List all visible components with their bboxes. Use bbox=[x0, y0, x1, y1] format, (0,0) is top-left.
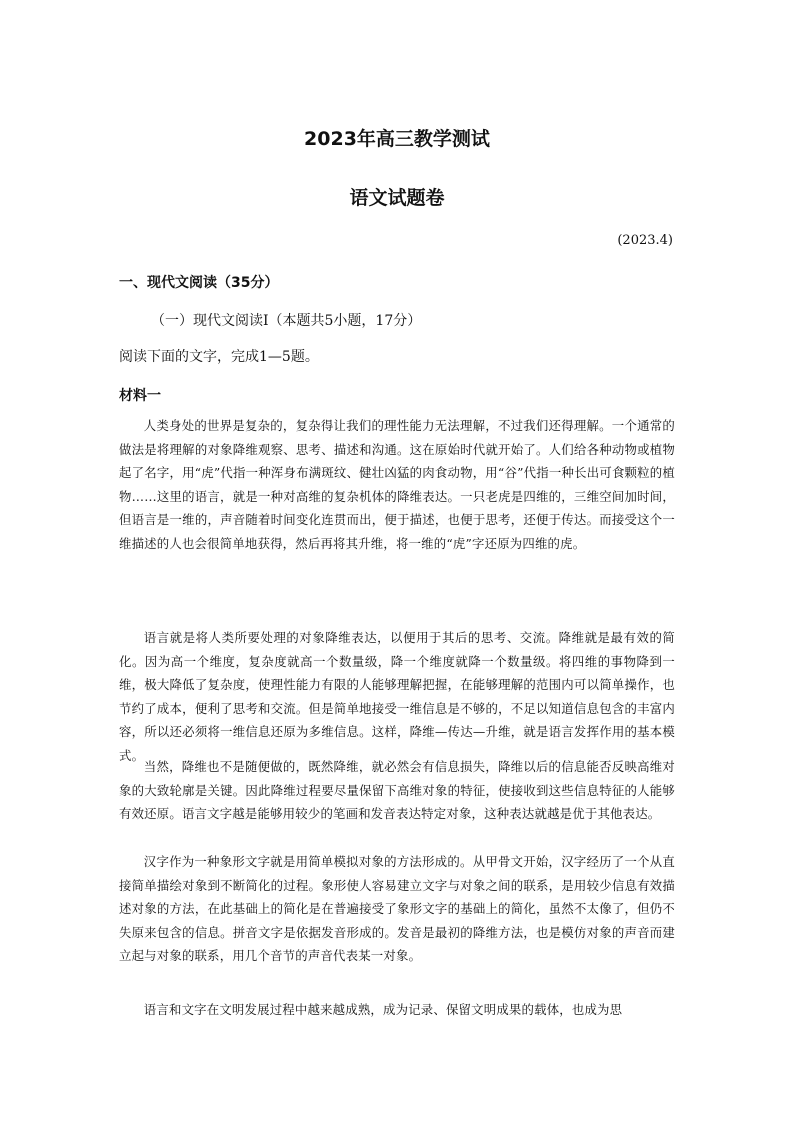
section-heading: 一、现代文阅读（35分） bbox=[119, 275, 279, 291]
exam-date: (2023.4) bbox=[617, 233, 673, 248]
paragraph: 人类身处的世界是复杂的，复杂得让我们的理性能力无法理解，不过我们还得理解。一个通常的做法是将理解的对象降维观察、思考、描述和沟通。这在原始时代就开始了。人们给各种动物或植物起了名字，用“虎”代指一种浑身布满斑纹、健壮凶猛的肉食动物，用“谷”代指一种长出可食颗粒的植物……这里的语言，就是一种对高维的复杂机体的降维表达。一只老虎是四维的，三维空间加时间，但语言是一维的，声音随着时间变化连贯而出，便于描述，也便于思考，还便于传达。而接受这个一维描述的人也会很简单地获得，然后再将其升维，将一维的“虎”字还原为四维的虎。 bbox=[119, 418, 675, 551]
exam-subtitle: 语文试题卷 bbox=[349, 187, 445, 209]
paragraph: 语言和文字在文明发展过程中越来越成熟，成为记录、保留文明成果的载体，也成为思 bbox=[143, 1002, 623, 1017]
subsection-heading: （一）现代文阅读Ⅰ（本题共5小题，17分） bbox=[151, 313, 422, 329]
exam-title: 2023年高三教学测试 bbox=[304, 128, 490, 150]
paragraph: 当然，降维也不是随便做的，既然降维，就必然会有信息损失，降维以后的信息能否反映高维对象的大致轮廓是关键。因此降维过程要尽量保留下高维对象的特征，使接收到这些信息特征的人能够有效还原。语言文字越是能够用较少的笔画和发音表达特定对象，这种表达就越是优于其他表达。 bbox=[119, 759, 675, 822]
paragraph: 汉字作为一种象形文字就是用简单模拟对象的方法形成的。从甲骨文开始，汉字经历了一个从直接简单描绘对象到不断简化的过程。象形使人容易建立文字与对象之间的联系，是用较少信息有效描述对象的方法，在此基础上的简化是在普遍接受了象形文字的基础上的简化，虽然不太像了，但仍不失原来包含的信息。拼音文字是依据发音形成的。发音是最初的降维方法，也是模仿对象的声音而建立起与对象的联系，用几个音节的声音代表某一对象。 bbox=[119, 854, 675, 964]
material-label: 材料一 bbox=[119, 388, 161, 404]
paragraph: 语言就是将人类所要处理的对象降维表达，以便用于其后的思考、交流。降维就是最有效的简化。因为高一个维度，复杂度就高一个数量级，降一个维度就降一个数量级。将四维的事物降到一维，极大降低了复杂度，使理性能力有限的人能够理解把握，在能够理解的范围内可以简单操作，也节约了成本，便利了思考和交流。但是简单地接受一维信息是不够的，不足以知道信息包含的丰富内容，所以还必须将一维信息还原为多维信息。这样，降维—传达—升维，就是语言发挥作用的基本模式。 bbox=[119, 630, 675, 763]
reading-instruction: 阅读下面的文字，完成1—5题。 bbox=[119, 349, 319, 365]
